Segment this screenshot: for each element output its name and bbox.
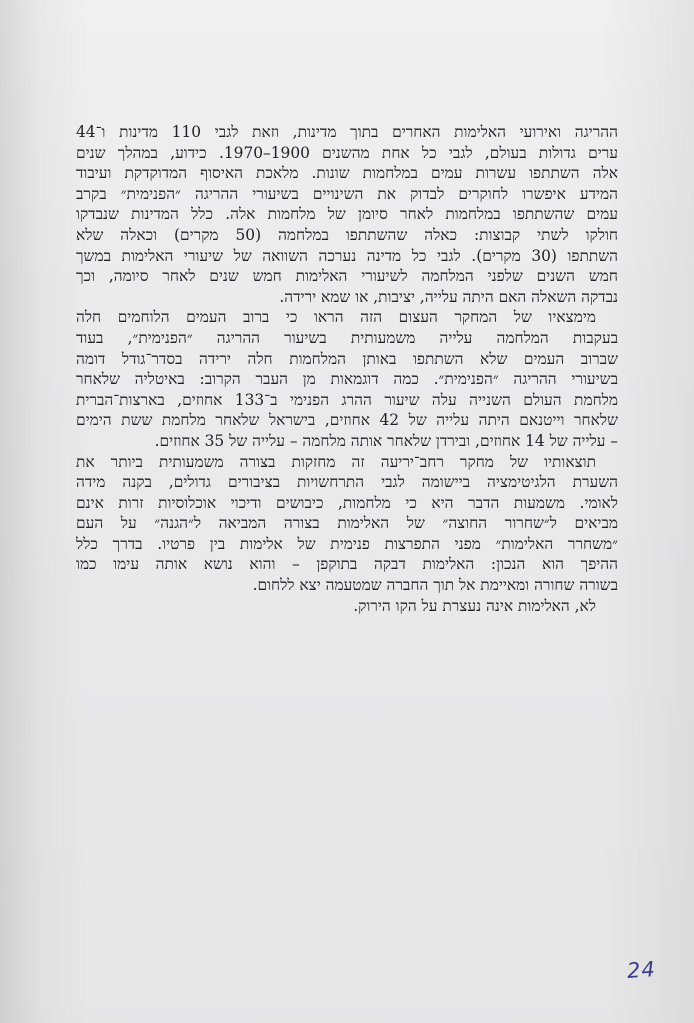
paragraph-first-line: תוצאותיו של מחקר רחב־יריעה זה מחזקות בצורה משמעותית ביותר את: [76, 452, 596, 471]
text-line: המידע איפשרו לחוקרים לבדוק את השינויים בשיעורי ההריגה ״הפנימית״ בקרב: [76, 184, 618, 203]
text-line: בעקבות המלחמה עלייה משמעותית בשיעור ההריגה ״הפנימית״, בעוד: [76, 328, 618, 347]
text-line: לאומי. משמעות הדבר היא כי מלחמות, כיבושים ודיכוי אוכלוסיות זרות אינם: [76, 493, 618, 512]
text-line: מביאים ל״שחרור החוצה״ של האלימות בצורה המביאה ל״הגנה״ על העם: [76, 514, 618, 533]
paragraph-first-line: לא, האלימות אינה נעצרת על הקו הירוק.: [353, 596, 596, 615]
text-line: בשיעורי ההריגה ״הפנימית״. כמה דוגמאות מן העבר הקרוב: באיטליה שלאחר: [76, 370, 618, 389]
text-line: חמש השנים שלפני המלחמה לשיעורי האלימות חמש שנים לאחר סיומה, וכך: [76, 267, 618, 286]
text-line: מלחמת העולם השנייה עלה שיעור ההרג הפנימי ב־133 אחוזים, בארצות־הברית: [76, 390, 618, 409]
paragraph-first-line: מימצאיו של המחקר העצום הזה הראו כי ברוב העמים הלוחמים חלה: [76, 308, 596, 327]
text-line: – עלייה של 14 אחוזים, ובירדן שלאחר אותה מלחמה – עלייה של 35 אחוזים.: [154, 431, 618, 450]
text-line: נבדקה השאלה האם היתה עלייה, יציבות, או שמא ירידה.: [279, 287, 618, 306]
text-line: חולקו לשתי קבוצות: כאלה שהשתתפו במלחמה (50 מקרים) וכאלה שלא: [76, 225, 618, 244]
text-line: ערים גדולות בעולם, לגבי כל אחת מהשנים 1900–1970. כידוע, במהלך שנים: [76, 143, 618, 162]
text-line: עמים שהשתתפו במלחמות לאחר סיומן של מלחמות אלה. כלל המדינות שנבדקו: [76, 205, 618, 224]
text-line: בשורה שחורה ומאיימת אל תוך החברה שמטעמה יצא ללחום.: [252, 576, 618, 595]
text-line: שברוב העמים שלא השתתפו באותן המלחמות חלה ירידה בסדר־גודל דומה: [76, 349, 618, 368]
text-line: השערת הלגיטימציה ביישומה לגבי התרחשויות בציבורים גדולים, בקנה מידה: [76, 473, 618, 492]
handwritten-page-number: 24: [626, 957, 657, 983]
text-line: אלה השתתפו עשרות עמים במלחמות שונות. מלאכת האיסוף המדוקדקת ועיבוד: [76, 164, 618, 183]
text-line: השתתפו (30 מקרים). לגבי כל מדינה נערכה השוואה של שיעורי האלימות במשך: [76, 246, 618, 265]
body-text: [76, 122, 618, 616]
text-line: ״משחרר האלימות״ מפני התפרצות פנימית של אלימות בין פרטיו. בדרך כלל: [76, 534, 618, 553]
text-line: שלאחר וייטנאם היתה עלייה של 42 אחוזים, בישראל שלאחר מלחמת ששת הימים: [76, 411, 618, 430]
text-line: ההריגה ואירועי האלימות האחרים בתוך מדינות, וזאת לגבי 110 מדינות ו־44: [76, 123, 618, 141]
text-line: ההיפך הוא הנכון: האלימות דבקה בתוקפן – והוא נושא אותה עימו כמו: [76, 555, 618, 574]
